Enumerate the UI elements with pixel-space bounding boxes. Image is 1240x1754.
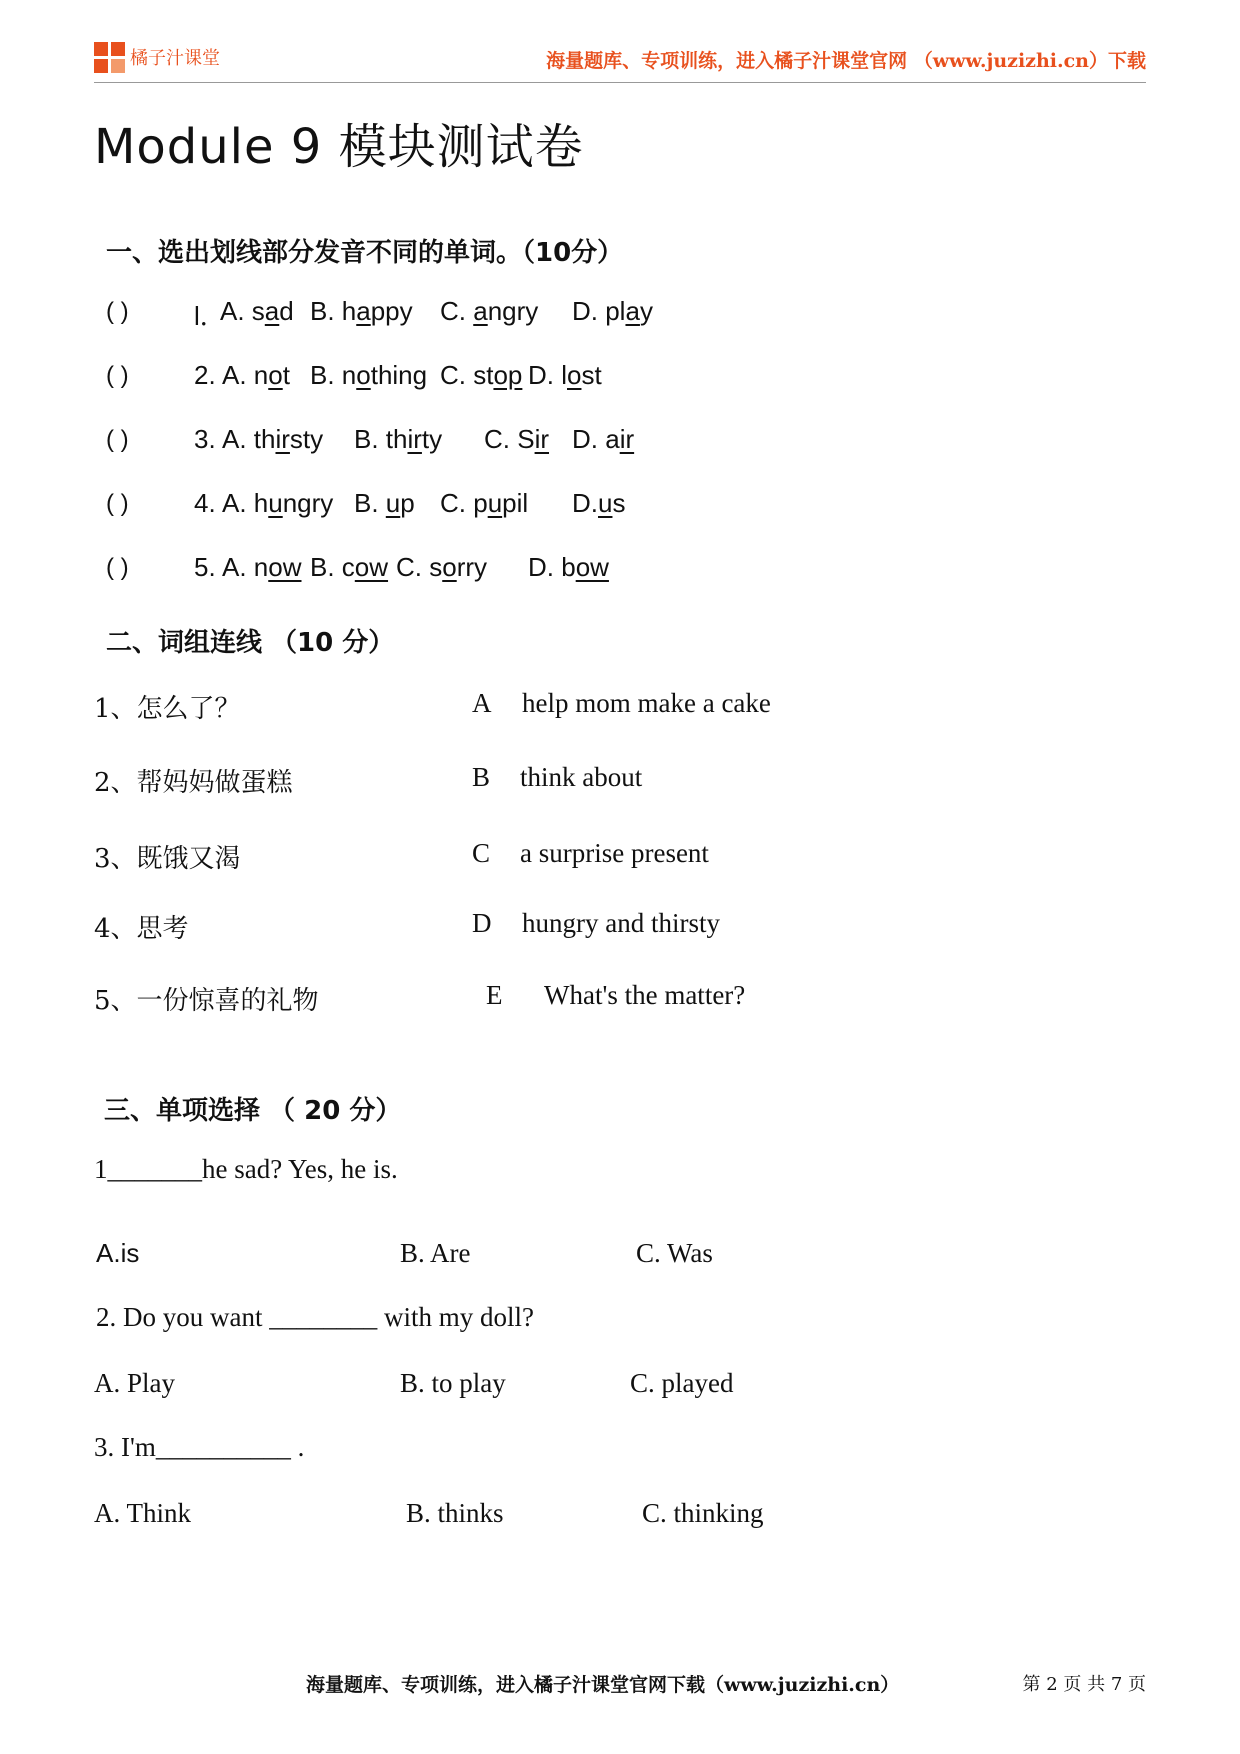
match-right-letter: C [472,838,491,868]
underlined-letters: o [356,360,371,390]
option-d: D. bow [528,552,609,582]
underlined-letters: u [487,488,503,518]
option-a: A. now [222,552,302,582]
option-d: D. lost [528,360,602,390]
match-right-item: hungry and thirsty [522,908,720,938]
option-b: B. thirty [354,424,443,454]
match-right-item: think about [520,762,643,792]
match-right-letter: E [486,980,503,1010]
underlined-letters: o [567,360,582,390]
answer-blank[interactable]: ( ) [106,426,129,453]
question-number: 5. [194,552,216,582]
match-right-letter: D [472,908,492,938]
footer-download-text: 海量题库、专项训练，进入橘子汁课堂官网下载（www.juzizhi.cn） [306,1674,900,1696]
question-number: 3. [194,424,216,454]
mc-option: B. Are [400,1238,471,1268]
match-left-item: 3、既饿又渴 [94,844,241,874]
option-b: B. cow [310,552,389,582]
page-title: Module 9 模块测试卷 [94,119,584,175]
option-c: C. Sir [484,424,550,454]
mc-option: A. Think [94,1498,192,1528]
mc-option: C. thinking [642,1498,764,1528]
option-c: C. stop [440,360,523,390]
option-b: B. nothing [310,360,428,390]
page-number: 第 2 页 共 7 页 [1022,1674,1146,1695]
underlined-letters: ow [575,552,609,582]
underlined-letters: ow [268,552,302,582]
option-c: C. angry [440,296,539,326]
answer-blank[interactable]: ( ) [106,362,129,389]
option-a: A. thirsty [222,424,324,454]
mc-question-stem: 1_______he sad? Yes, he is. [94,1154,398,1184]
mc-option: A. Play [94,1368,175,1398]
brand-logo-icon [94,42,126,74]
option-d: D. play [572,296,653,326]
answer-blank[interactable]: ( ) [106,490,129,517]
section2-heading: 二、词组连线 （10 分） [106,628,395,658]
match-right-letter: A [472,688,492,718]
underlined-letters: a [473,296,488,326]
option-a: A. hungry [222,488,334,518]
mc-option: C. played [630,1368,734,1398]
underlined-letters: a [625,296,640,326]
mc-option: B. thinks [406,1498,504,1528]
option-d: D.us [572,488,626,518]
underlined-letters: ir [534,424,550,454]
match-left-item: 1、怎么了？ [94,694,241,724]
underlined-letters: ir [619,424,635,454]
mc-option: C. Was [636,1238,713,1268]
option-a: A. not [222,360,290,390]
question-number: 4. [194,488,216,518]
section1-heading: 一、选出划线部分发音不同的单词。（10分） [106,238,624,268]
underlined-letters: u [268,488,283,518]
underlined-letters: o [268,360,283,390]
header-divider [94,82,1146,83]
match-left-item: 5、一份惊喜的礼物 [94,986,319,1016]
question-number: 2. [194,360,216,390]
question-number: l． [194,301,226,331]
mc-option: B. to play [400,1368,506,1398]
underlined-letters: op [493,360,523,390]
match-right-item: What's the matter? [544,980,746,1010]
match-left-item: 2、帮妈妈做蛋糕 [94,768,293,798]
match-right-letter: B [472,762,491,792]
answer-blank[interactable]: ( ) [106,554,129,581]
underlined-letters: a [264,296,280,326]
option-c: C. sorry [396,552,488,582]
option-d: D. air [572,424,635,454]
underlined-letters: u [385,488,401,518]
match-left-item: 4、思考 [94,914,189,944]
mc-question-stem: 3. I'm__________ . [94,1432,305,1462]
answer-blank[interactable]: ( ) [106,298,129,325]
option-b: B. happy [310,296,413,326]
match-right-item: help mom make a cake [522,688,771,718]
mc-question-stem: 2. Do you want ________ with my doll? [96,1302,534,1332]
underlined-letters: ir [407,424,422,454]
mc-option: A.is [96,1238,140,1268]
option-c: C. pupil [440,488,529,518]
header-download-link[interactable]: 海量题库、专项训练，进入橘子汁课堂官网 （www.juzizhi.cn）下载 [546,50,1146,72]
brand-name: 橘子汁课堂 [130,48,220,69]
underlined-letters: ir [275,424,290,454]
underlined-letters: o [442,552,457,582]
underlined-letters: u [598,488,613,518]
underlined-letters: a [356,296,371,326]
section3-heading: 三、单项选择 （ 20 分） [104,1096,402,1126]
match-right-item: a surprise present [520,838,709,868]
option-a: A. sad [220,296,294,326]
underlined-letters: ow [354,552,389,582]
option-b: B. up [354,488,415,518]
